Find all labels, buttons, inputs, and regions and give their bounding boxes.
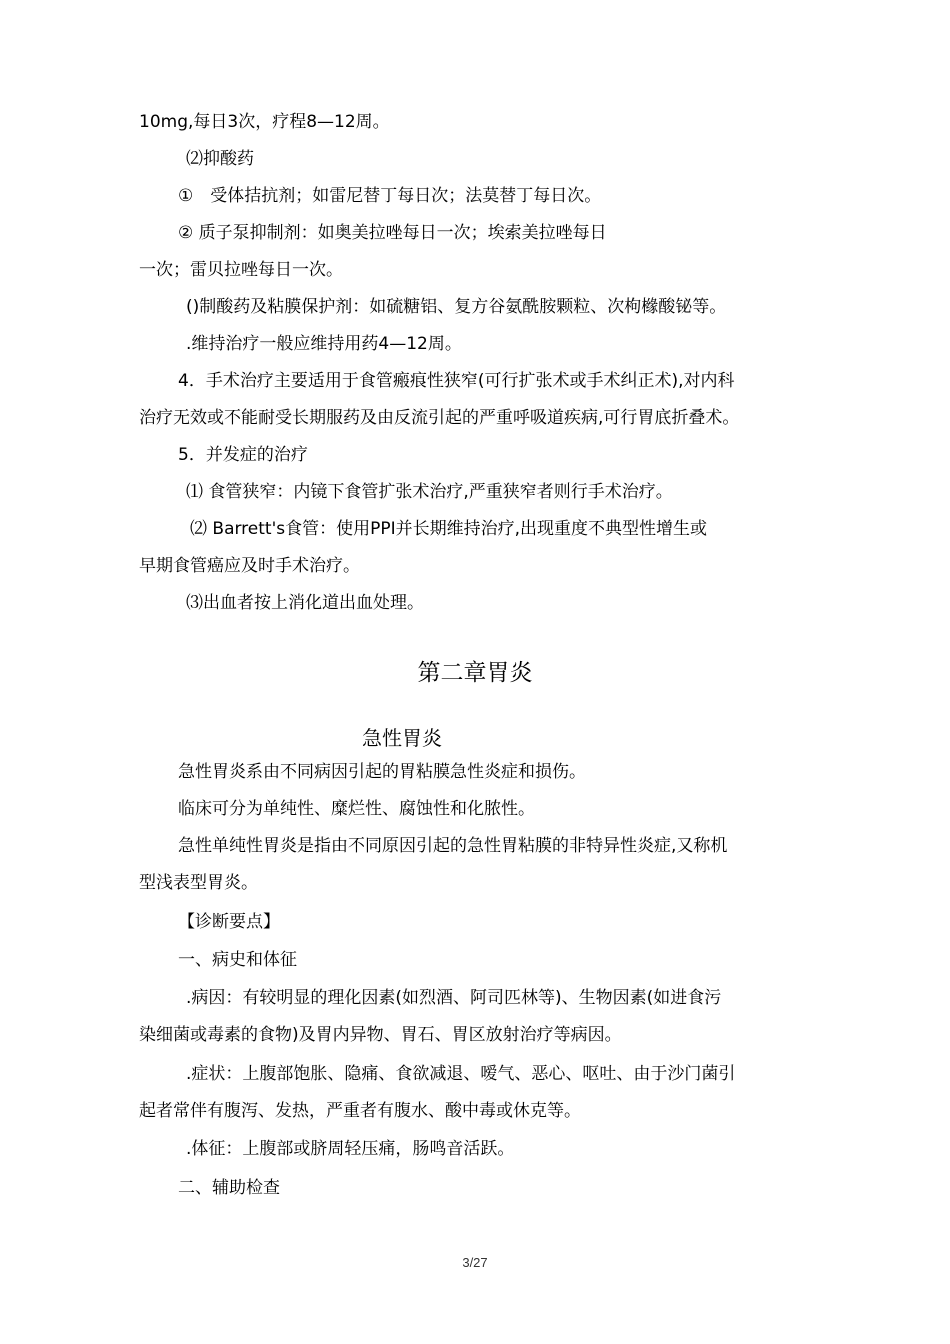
text-line: 5．并发症的治疗 (178, 445, 308, 465)
text-line: .病因：有较明显的理化因素(如烈酒、阿司匹林等)、生物因素(如进食污 (186, 988, 722, 1008)
text-line: 一、病史和体征 (178, 950, 297, 970)
page-number: 3/27 (462, 1255, 488, 1270)
text-line: 起者常伴有腹泻、发热，严重者有腹水、酸中毒或休克等。 (139, 1101, 581, 1121)
text-line: ⑴ 食管狭窄：内镜下食管扩张术治疗,严重狭窄者则行手术治疗。 (186, 482, 673, 502)
text-line: 治疗无效或不能耐受长期服药及由反流引起的严重呼吸道疾病,可行胃底折叠术。 (139, 408, 740, 428)
text-line: 早期食管癌应及时手术治疗。 (139, 556, 360, 576)
text-line: 一次；雷贝拉唑每日一次。 (139, 260, 343, 280)
chapter-title: 第二章胃炎 (417, 660, 533, 686)
text-line: 临床可分为单纯性、糜烂性、腐蚀性和化脓性。 (178, 799, 535, 819)
text-line: 染细菌或毒素的食物)及胃内异物、胃石、胃区放射治疗等病因。 (139, 1025, 622, 1045)
text-line: .维持治疗一般应维持用药4—12周。 (186, 334, 462, 354)
text-line: .症状：上腹部饱胀、隐痛、食欲减退、嗳气、恶心、呕吐、由于沙门菌引 (186, 1064, 736, 1084)
text-line: 急性单纯性胃炎是指由不同原因引起的急性胃粘膜的非特异性炎症,又称机 (178, 836, 728, 856)
text-line: ⑶出血者按上消化道出血处理。 (186, 593, 424, 613)
text-line: .体征：上腹部或脐周轻压痛，肠鸣音活跃。 (186, 1139, 515, 1159)
text-line: ⑵ Barrett's食管：使用PPI并长期维持治疗,出现重度不典型性增生或 (190, 519, 708, 539)
text-line: 10mg,每日3次，疗程8—12周。 (139, 112, 390, 132)
text-line: ① 受体拮抗剂；如雷尼替丁每日次；法莫替丁每日次。 (178, 186, 602, 206)
text-line: 【诊断要点】 (178, 912, 280, 932)
text-line: 4．手术治疗主要适用于食管瘢痕性狭窄(可行扩张术或手术纠正术),对内科 (178, 371, 735, 391)
section-title: 急性胃炎 (362, 726, 442, 750)
text-line: ()制酸药及粘膜保护剂：如硫糖铝、复方谷氨酰胺颗粒、次枸橼酸铋等。 (186, 297, 727, 317)
text-line: 二、辅助检查 (178, 1178, 280, 1198)
text-line: ② 质子泵抑制剂：如奥美拉唑每日一次；埃索美拉唑每日 (178, 223, 607, 243)
text-line: ⑵抑酸药 (186, 149, 254, 169)
text-line: 型浅表型胃炎。 (139, 873, 258, 893)
text-line: 急性胃炎系由不同病因引起的胃粘膜急性炎症和损伤。 (178, 762, 586, 782)
